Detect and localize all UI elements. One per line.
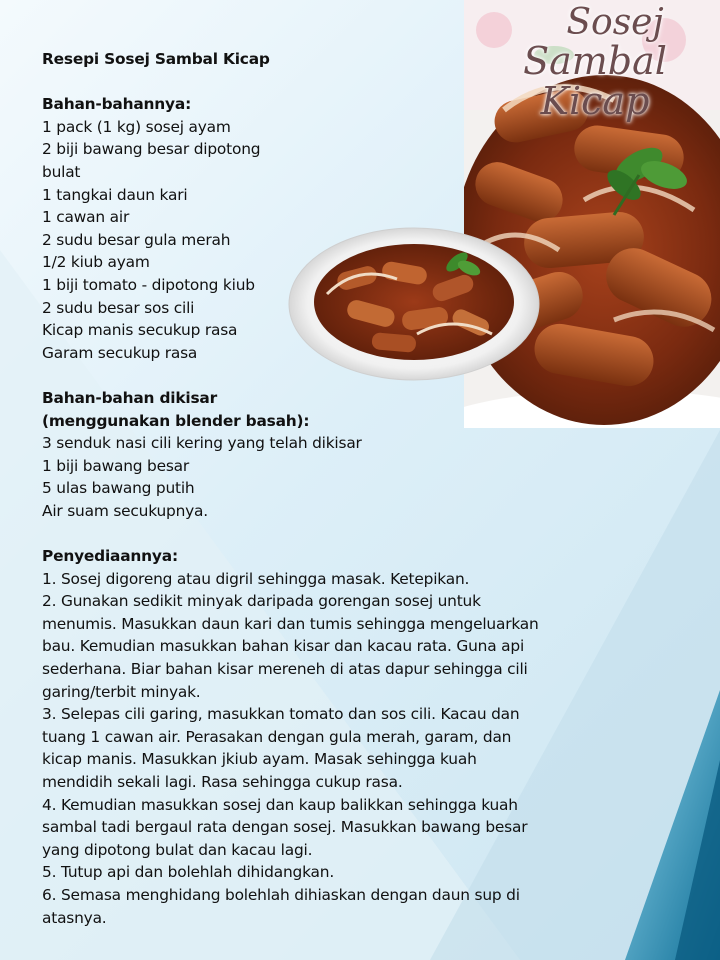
list-item: 1 biji bawang besar <box>42 456 190 475</box>
list-item: 2 biji bawang besar dipotong bulat <box>42 140 261 181</box>
method-line: kicap manis. Masukkan jkiub ayam. Masak sehingga kuah <box>42 750 477 769</box>
ingredients-heading: Bahan-bahannya: <box>42 95 192 114</box>
method-line: yang dipotong bulat dan kacau lagi. <box>42 840 313 859</box>
method-line: 4. Kemudian masukkan sosej dan kaup balikkan sehingga kuah <box>42 795 518 814</box>
method-line: mendidih sekali lagi. Rasa sehingga cukup rasa. <box>42 773 403 791</box>
method-heading: Penyediaannya: <box>42 547 178 566</box>
photo-title-line2: Sambal Kicap <box>523 38 667 123</box>
list-item: 2 sudu besar sos cili <box>42 298 195 317</box>
list-item: Air suam secukupnya. <box>42 501 208 520</box>
list-item: 2 sudu besar gula merah <box>42 230 231 249</box>
list-item: Garam secukup rasa <box>42 343 198 362</box>
list-item: Kicap manis secukup rasa <box>42 321 238 340</box>
ingredients-list <box>42 116 302 365</box>
method-line: garing/terbit minyak. <box>42 682 201 701</box>
blended-heading-line2: (menggunakan blender basah): <box>42 411 310 430</box>
list-item: 1 biji tomato - dipotong kiub <box>42 275 255 294</box>
method-steps <box>42 568 642 930</box>
method-line: 1. Sosej digoreng atau digril sehingga masak. Ketepikan. <box>42 569 470 588</box>
recipe-content <box>42 48 642 929</box>
method-line: menumis. Masukkan daun kari dan tumis sehingga mengeluarkan <box>42 614 539 633</box>
method-line: 6. Semasa menghidang bolehlah dihiaskan dengan daun sup di <box>42 885 520 904</box>
recipe-title: Resepi Sosej Sambal Kicap <box>42 50 270 68</box>
list-item: 1/2 kiub ayam <box>42 253 150 272</box>
method-line: atasnya. <box>42 908 107 927</box>
method-line: 5. Tutup api dan bolehlah dihidangkan. <box>42 863 335 882</box>
method-line: 3. Selepas cili garing, masukkan tomato dan sos cili. Kacau dan <box>42 705 520 724</box>
blended-heading-line1: Bahan-bahan dikisar <box>42 388 218 407</box>
list-item: 1 cawan air <box>42 208 130 227</box>
method-line: 2. Gunakan sedikit minyak daripada gorengan sosej untuk <box>42 592 481 611</box>
method-line: sederhana. Biar bahan kisar mereneh di atas dapur sehingga cili <box>42 660 528 679</box>
method-line: bau. Kemudian masukkan bahan kisar dan kacau rata. Guna api <box>42 637 525 656</box>
list-item: 1 tangkai daun kari <box>42 185 188 204</box>
list-item: 1 pack (1 kg) sosej ayam <box>42 117 231 136</box>
photo-title-line1: Sosej <box>566 2 664 43</box>
list-item: 3 senduk nasi cili kering yang telah dikisar <box>42 434 362 453</box>
method-line: sambal tadi bergaul rata dengan sosej. Masukkan bawang besar <box>42 818 528 837</box>
method-line: tuang 1 cawan air. Perasakan dengan gula merah, garam, dan <box>42 727 512 746</box>
list-item: 5 ulas bawang putih <box>42 479 195 498</box>
blended-list <box>42 432 642 522</box>
